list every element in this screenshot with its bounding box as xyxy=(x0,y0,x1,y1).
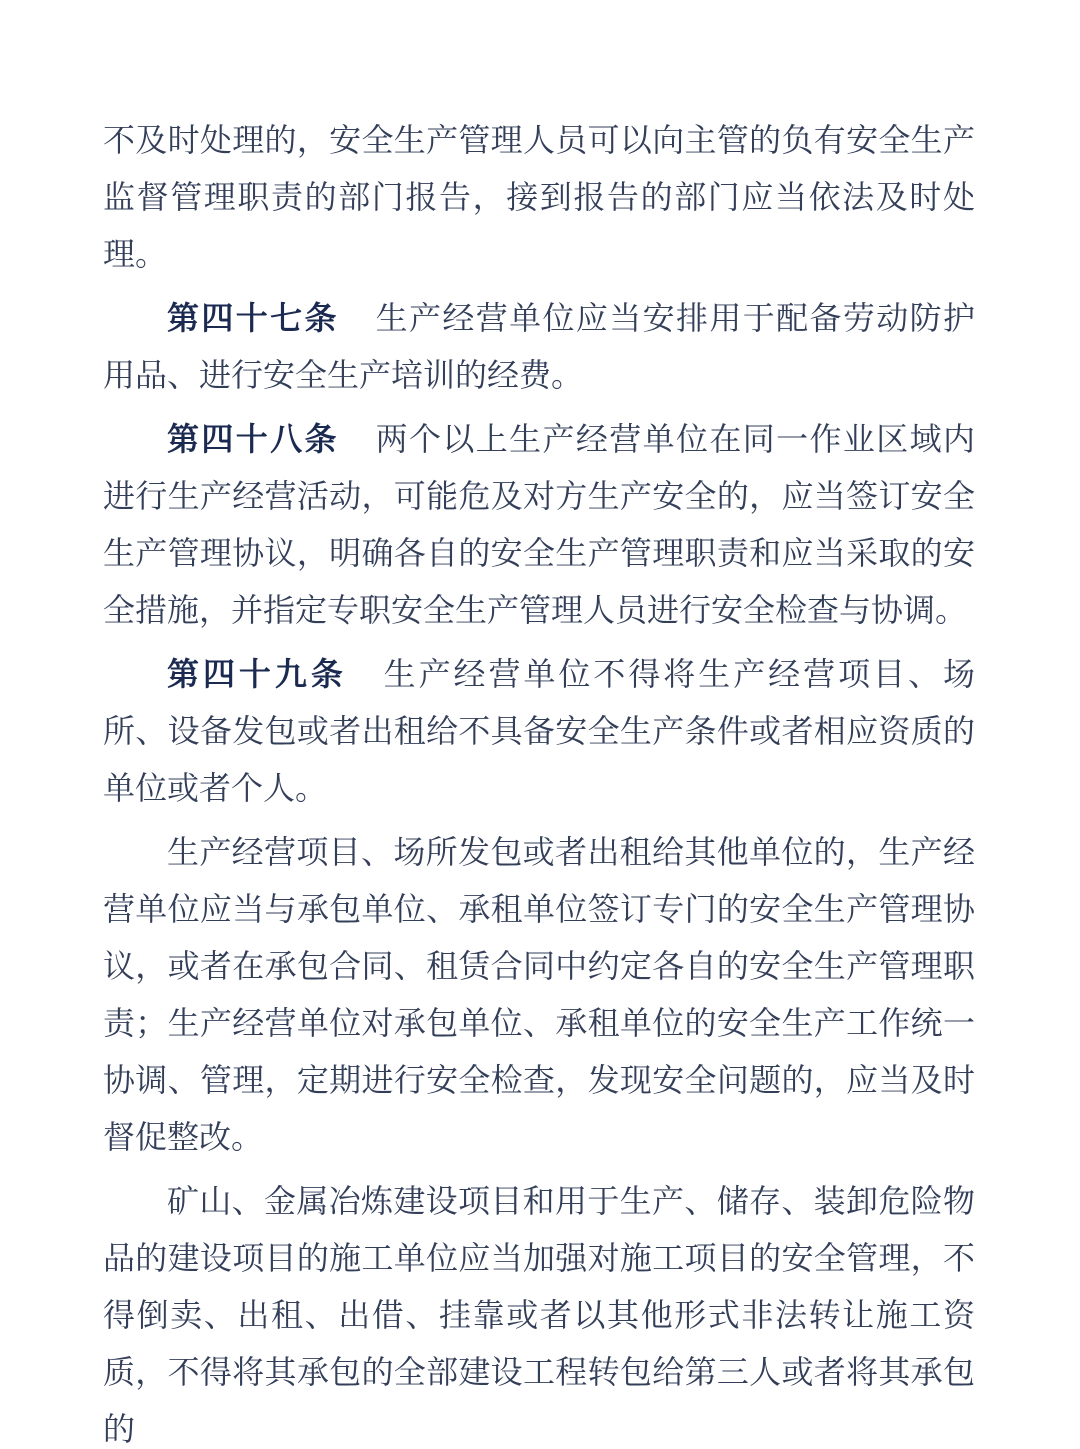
paragraph xyxy=(103,824,975,1166)
paragraph-text: 矿山、金属冶炼建设项目和用于生产、储存、装卸危险物品的建设项目的施工单位应当加强对施工项目的安全管理，不得倒卖、出租、出借、挂靠或者以其他形式非法转让施工资质，不得将其承包的全部建设工程转包给第三人或者将其承包的 xyxy=(103,1183,975,1447)
paragraph-continuation xyxy=(103,112,975,283)
paragraph-text: 生产经营单位应当安排用于配备劳动防护用品、进行安全生产培训的经费。 xyxy=(103,300,975,393)
article-number-label: 第四十八条 xyxy=(167,421,339,457)
paragraph-text: 不及时处理的，安全生产管理人员可以向主管的负有安全生产监督管理职责的部门报告，接到报告的部门应当依法及时处理。 xyxy=(103,122,975,272)
article-number-label: 第四十七条 xyxy=(167,300,339,336)
article-47-paragraph xyxy=(103,290,975,404)
paragraph-text: 生产经营项目、场所发包或者出租给其他单位的，生产经营单位应当与承包单位、承租单位签订专门的安全生产管理协议，或者在承包合同、租赁合同中约定各自的安全生产管理职责；生产经营单位对承包单位、承租单位的安全生产工作统一协调、管理，定期进行安全检查，发现安全问题的，应当及时督促整改。 xyxy=(103,834,975,1155)
article-49-paragraph xyxy=(103,646,975,817)
document-body xyxy=(103,112,975,1449)
paragraph-text: 生产经营单位不得将生产经营项目、场所、设备发包或者出租给不具备安全生产条件或者相应资质的单位或者个人。 xyxy=(103,656,975,806)
paragraph xyxy=(103,1173,975,1449)
article-48-paragraph xyxy=(103,411,975,639)
article-number-label: 第四十九条 xyxy=(167,656,347,692)
paragraph-text: 两个以上生产经营单位在同一作业区域内进行生产经营活动，可能危及对方生产安全的，应当签订安全生产管理协议，明确各自的安全生产管理职责和应当采取的安全措施，并指定专职安全生产管理人员进行安全检查与协调。 xyxy=(103,421,975,628)
